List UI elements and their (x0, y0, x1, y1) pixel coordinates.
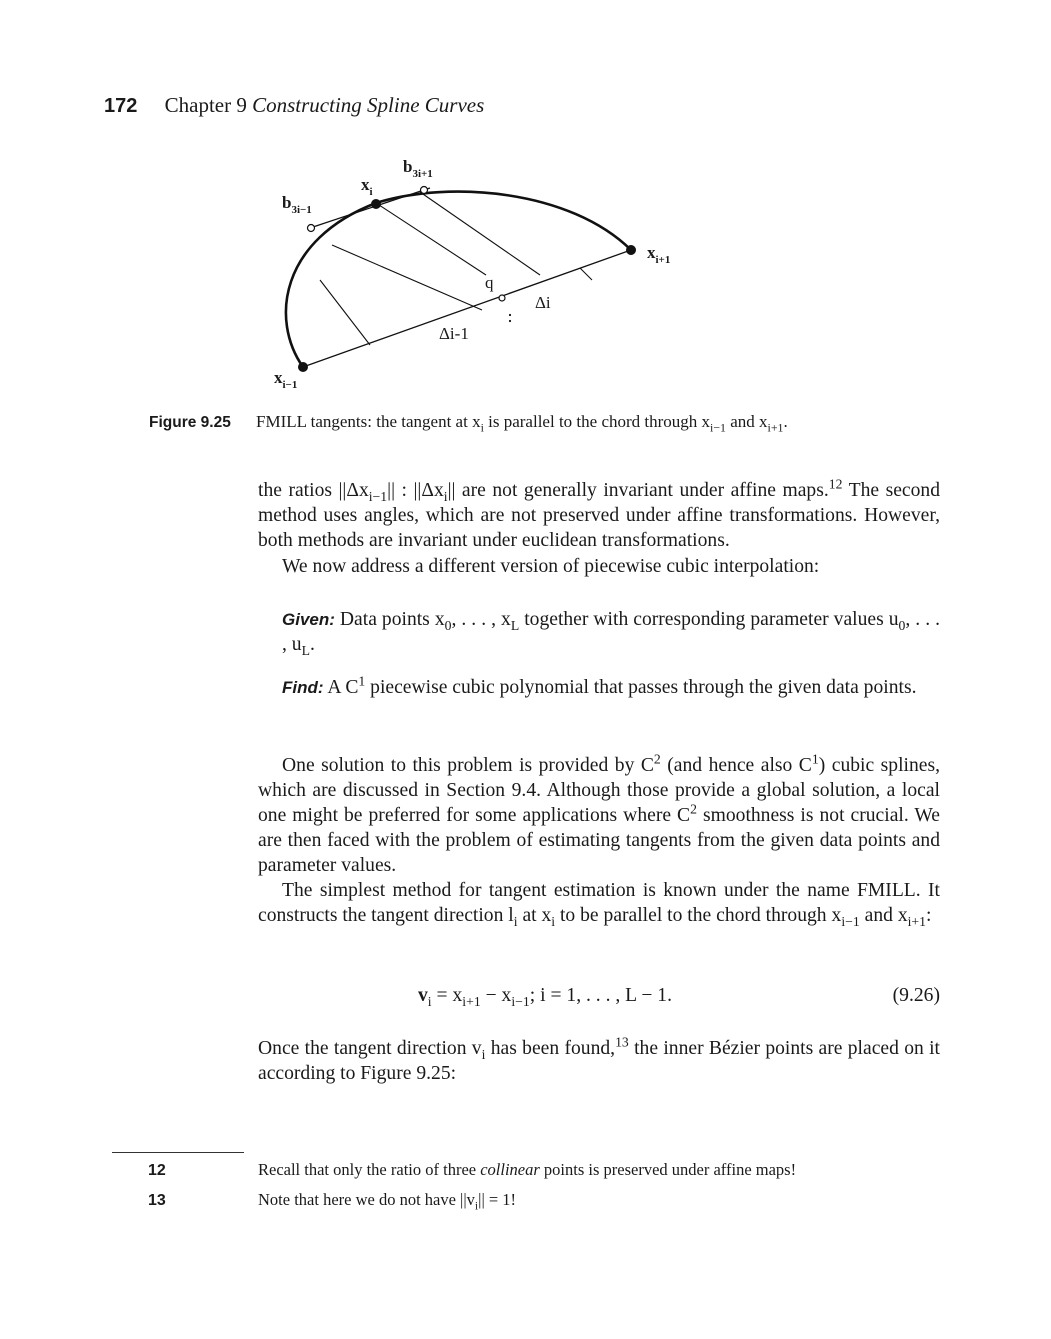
hatch-line (376, 203, 486, 275)
page-number: 172 (104, 95, 138, 117)
footnote-rule (112, 1152, 244, 1153)
label-x-next: $x_{i+1}$ (647, 243, 671, 266)
equation-number: (9.26) (892, 985, 940, 1006)
label-q: q (485, 273, 494, 292)
find-statement: Find: A $C^1$ piecewise cubic polynomial that passes through the given data points. (282, 673, 917, 698)
figure-caption: Figure 9.25 FMILL tangents: the tangent at $x_i$ is parallel to the chord through $x_{i-1}$ and $x_{i+1}$. (149, 412, 788, 435)
chapter-title: Constructing Spline Curves (252, 93, 485, 117)
footnote-12: 12 Recall that only the ratio of three collinear points is preserved under affine maps! (148, 1160, 797, 1179)
paragraph-tangent-found: Once the tangent direction $v_i$ has been found,$^{13}$ the inner Bézier points are placed on it according to Figure 9.25: (258, 1034, 940, 1084)
point-b-prev (308, 225, 315, 232)
label-delta-i: Δi (535, 293, 551, 312)
caption-label: Figure 9.25 (149, 414, 231, 431)
footnote-13: 13 Note that here we do not have $||v_i|| = 1$! (148, 1190, 517, 1213)
paragraph-solution: One solution to this problem is provided by $C^2$ (and hence also $C^1$) cubic splines, which are discussed in Section 9.4. Although those provide a global solution, a local one might be preferred for some applications where $C^2$ smoothness is not crucial. We are then faced with the problem of estimating tangents from the given data points and parameter values. (258, 751, 941, 876)
running-header (104, 93, 484, 118)
equation-expression: $v_i = x_{i+1} - x_{i-1}$; i = 1, . . . , L − 1. (418, 985, 672, 1009)
label-x-prev: $x_{i-1}$ (274, 368, 298, 391)
paragraph-ratios: the ratios $||\Delta x_{i-1}||$ : $||\Delta x_i||$ are not generally invariant under affine maps.$^{12}$ The second method uses angles, which are not preserved under affine transformations. However, both methods are invariant under euclidean transformations. (258, 476, 940, 551)
paragraph-address: We now address a different version of piecewise cubic interpolation: (282, 556, 820, 577)
hatch-line (580, 268, 592, 280)
point-x-i (371, 199, 381, 209)
hatch-line (420, 192, 540, 275)
label-b-prev: $b_{3i-1}$ (282, 193, 312, 216)
label-delta-prev: Δi-1 (439, 324, 469, 343)
label-x-i: $x_i$ (361, 175, 373, 198)
point-x-next (626, 245, 636, 255)
point-b-next (421, 187, 428, 194)
chord-line (303, 250, 631, 367)
paragraph-fmill: The simplest method for tangent estimation is known under the name FMILL. It constructs the tangent direction $l_i$ at $x_i$ to be parallel to the chord through $x_{i-1}$ and $x_{i+1}$: (258, 880, 940, 929)
figure-fmill-tangents (270, 150, 730, 400)
hatch-line (320, 280, 370, 345)
point-x-prev (298, 362, 308, 372)
hatch-line (332, 245, 482, 310)
label-b-next: $b_{3i+1}$ (403, 157, 433, 180)
point-q (499, 295, 505, 301)
chapter-label: Chapter 9 (164, 93, 247, 117)
given-statement: Given: Data points $x_0$, . . . , $x_L$ together with corresponding parameter values $u_0$, . . . , $u_L$. (282, 609, 941, 658)
